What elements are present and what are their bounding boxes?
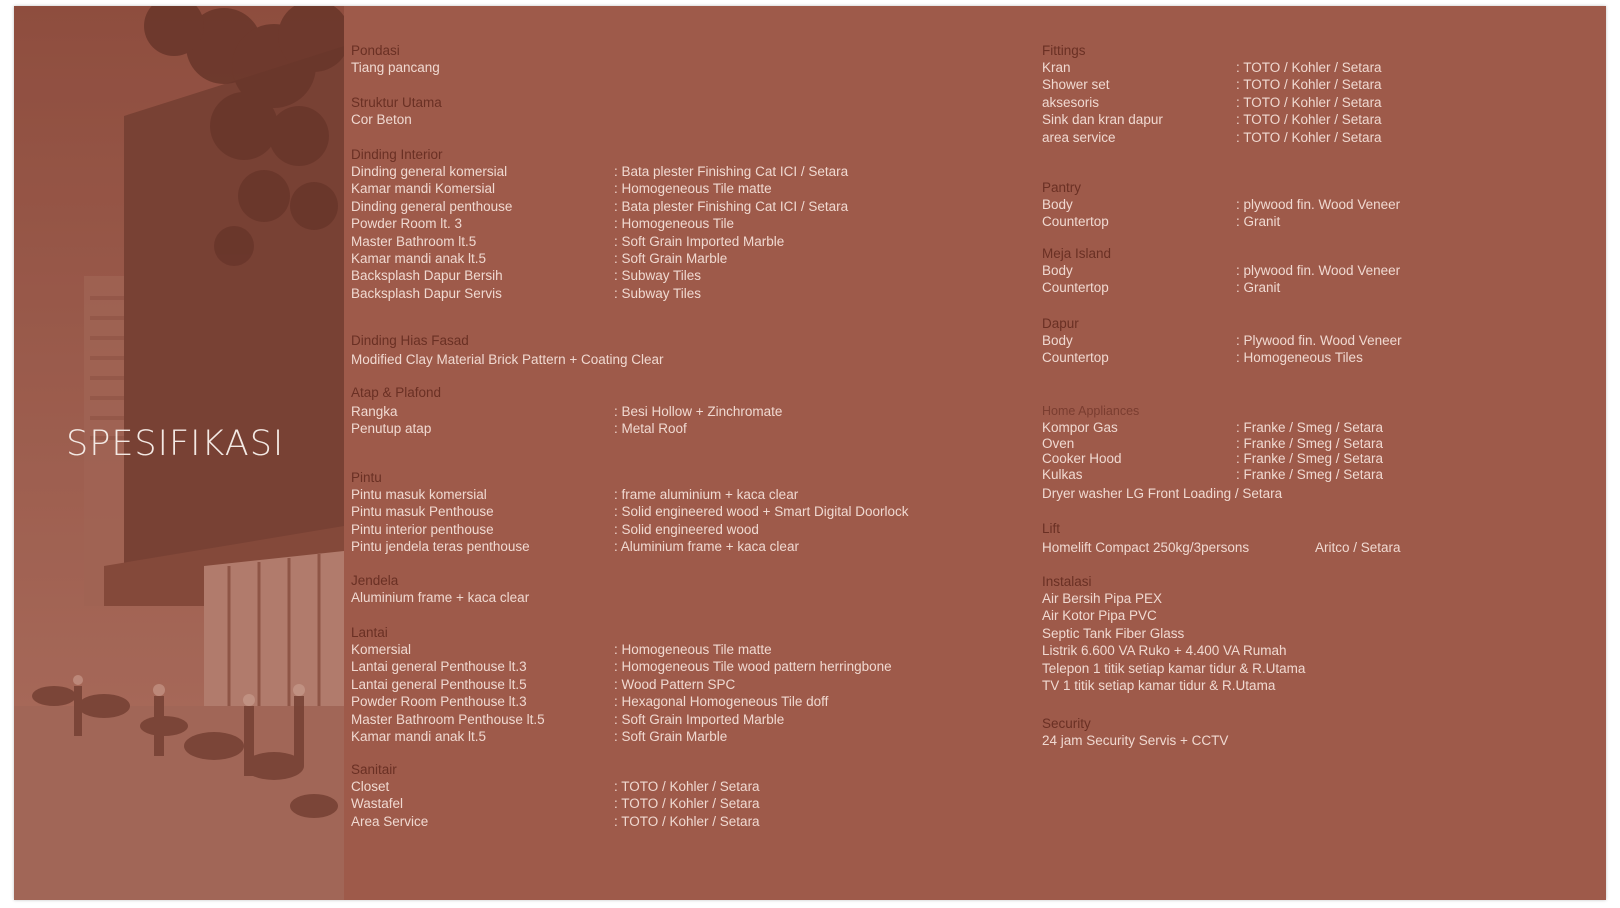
section-jendela: [351, 572, 529, 606]
spec-value: Aritco / Setara: [1315, 540, 1401, 555]
spec-key: Oven: [1042, 435, 1075, 451]
section-pondasi: [351, 42, 440, 76]
spec-value: : Franke / Smeg / Setara: [1236, 435, 1384, 451]
spec-key: Backsplash Dapur Servis: [351, 285, 502, 301]
spec-key: Master Bathroom lt.5: [351, 233, 477, 249]
spec-key: Penutup atap: [351, 421, 432, 437]
section-value: Tiang pancang: [351, 60, 440, 75]
spec-row: [351, 285, 848, 302]
spec-value: : Hexagonal Homogeneous Tile doff: [614, 694, 829, 710]
spec-row: [1042, 436, 1383, 452]
spec-value: : Homogeneous Tile: [614, 216, 735, 232]
section-title: Sanitair: [351, 762, 397, 777]
spec-value: : Homogeneous Tile matte: [614, 642, 772, 657]
spec-row: [351, 503, 909, 520]
spec-key: Kamar mandi anak lt.5: [351, 729, 487, 745]
section-title: Meja Island: [1042, 246, 1112, 261]
spec-row: [351, 693, 892, 710]
spec-row: [351, 521, 909, 538]
section-value: Aluminium frame + kaca clear: [351, 590, 530, 605]
spec-row: [1042, 451, 1383, 467]
spec-key: Cooker Hood: [1042, 451, 1122, 467]
spec-row: [1042, 111, 1382, 128]
spec-key: aksesoris: [1042, 94, 1100, 110]
spec-row: [1042, 539, 1401, 556]
spec-key: Dinding general komersial: [351, 164, 508, 179]
spec-key: Countertop: [1042, 280, 1109, 296]
spec-row: [351, 711, 892, 728]
spec-value: : Subway Tiles: [614, 268, 702, 284]
spec-key: Wastafel: [351, 796, 404, 812]
spec-key: Backsplash Dapur Bersih: [351, 268, 503, 284]
section-value: Cor Beton: [351, 112, 412, 127]
spec-row: [351, 403, 782, 420]
spec-key: Kulkas: [1042, 466, 1083, 482]
spec-key: Kran: [1042, 60, 1071, 75]
spec-value: : Granit: [1236, 280, 1281, 296]
spec-key: Pintu interior penthouse: [351, 521, 494, 537]
spec-value: : Homogeneous Tile wood pattern herringbone: [614, 659, 892, 675]
instalasi-line: TV 1 titik setiap kamar tidur & R.Utama: [1042, 678, 1276, 694]
spec-key: Powder Room Penthouse lt.3: [351, 694, 527, 710]
section-title: Home Appliances: [1042, 404, 1140, 418]
section-pantry: [1042, 179, 1400, 231]
spec-value: : Aluminium frame + kaca clear: [614, 539, 799, 555]
spec-row: [351, 250, 848, 267]
spec-value: : TOTO / Kohler / Setara: [1236, 77, 1382, 93]
section-struktur: [351, 94, 442, 128]
spec-row: [1042, 213, 1400, 230]
spec-row: [1042, 94, 1382, 111]
section-lift: [1042, 520, 1401, 556]
spec-value: : Franke / Smeg / Setara: [1236, 420, 1384, 435]
spec-row: [1042, 349, 1402, 366]
instalasi-line: Air Kotor Pipa PVC: [1042, 608, 1157, 624]
spec-page: [14, 6, 1606, 900]
spec-value: : Soft Grain Marble: [614, 729, 728, 745]
section-title: Struktur Utama: [351, 95, 442, 110]
building-photo: [14, 6, 344, 900]
spec-key: Homelift Compact 250kg/3persons: [1042, 540, 1250, 555]
spec-value: : frame aluminium + kaca clear: [614, 487, 799, 502]
section-dinding-interior: [351, 146, 848, 302]
section-value: Modified Clay Material Brick Pattern + Coating Clear: [351, 352, 664, 367]
section-dinding-hias: [351, 332, 664, 368]
spec-row: [351, 641, 892, 658]
section-title: Pantry: [1042, 180, 1082, 195]
spec-key: Master Bathroom Penthouse lt.5: [351, 711, 545, 727]
spec-row: [351, 486, 909, 503]
section-title: Lantai: [351, 625, 388, 640]
spec-value: : Franke / Smeg / Setara: [1236, 451, 1384, 467]
section-pintu: [351, 469, 909, 556]
spec-value: : Subway Tiles: [614, 285, 702, 301]
section-meja-island: [1042, 245, 1400, 297]
spec-key: Lantai general Penthouse lt.3: [351, 659, 527, 675]
spec-key: Lantai general Penthouse lt.5: [351, 676, 527, 692]
spec-key: Countertop: [1042, 214, 1109, 230]
spec-key: Pintu jendela teras penthouse: [351, 539, 530, 555]
section-title: Dinding Interior: [351, 147, 443, 162]
spec-value: : TOTO / Kohler / Setara: [614, 813, 760, 829]
spec-value: : TOTO / Kohler / Setara: [614, 779, 760, 794]
spec-row: [351, 676, 892, 693]
spec-row: [351, 267, 848, 284]
spec-value: : plywood fin. Wood Veneer: [1236, 263, 1401, 278]
spec-value: : Plywood fin. Wood Veneer: [1236, 333, 1402, 348]
section-security: [1042, 715, 1228, 749]
instalasi-line: Septic Tank Fiber Glass: [1042, 625, 1185, 641]
instalasi-line: Telepon 1 titik setiap kamar tidur & R.Utama: [1042, 660, 1306, 676]
spec-row: [1042, 467, 1383, 483]
section-fittings: [1042, 42, 1382, 146]
section-home-appliances: [1042, 403, 1383, 503]
section-value: Dryer washer LG Front Loading / Setara: [1042, 486, 1283, 502]
spec-value: : Soft Grain Imported Marble: [614, 233, 785, 249]
spec-value: : Homogeneous Tile matte: [614, 181, 772, 197]
spec-row: [1042, 279, 1400, 296]
spec-key: Komersial: [351, 642, 412, 657]
spec-row: [351, 163, 848, 180]
spec-value: : Wood Pattern SPC: [614, 676, 736, 692]
spec-value: : TOTO / Kohler / Setara: [614, 796, 760, 812]
section-title: Dapur: [1042, 316, 1079, 331]
spec-row: [351, 198, 848, 215]
section-value: 24 jam Security Servis + CCTV: [1042, 733, 1229, 748]
spec-row: [351, 420, 782, 437]
spec-key: Dinding general penthouse: [351, 198, 513, 214]
spec-value: : Solid engineered wood + Smart Digital Doorlock: [614, 504, 909, 520]
spec-row: [1042, 129, 1382, 146]
spec-key: Pintu masuk Penthouse: [351, 504, 494, 520]
spec-value: : TOTO / Kohler / Setara: [1236, 94, 1382, 110]
section-title: Instalasi: [1042, 574, 1092, 589]
spec-value: : Soft Grain Imported Marble: [614, 711, 785, 727]
instalasi-line: Listrik 6.600 VA Ruko + 4.400 VA Rumah: [1042, 643, 1287, 659]
section-title: Fittings: [1042, 43, 1086, 58]
spec-value: : Bata plester Finishing Cat ICI / Setara: [614, 164, 849, 179]
spec-row: [1042, 76, 1382, 93]
spec-row: [351, 728, 892, 745]
spec-key: Powder Room lt. 3: [351, 216, 463, 232]
spec-key: Body: [1042, 263, 1073, 278]
spec-value: : TOTO / Kohler / Setara: [1236, 129, 1382, 145]
spec-value: : TOTO / Kohler / Setara: [1236, 112, 1382, 128]
spec-value: : Soft Grain Marble: [614, 251, 728, 267]
spec-row: [351, 813, 760, 830]
spec-value: : plywood fin. Wood Veneer: [1236, 197, 1401, 212]
spec-row: [351, 233, 848, 250]
spec-key: Kamar mandi anak lt.5: [351, 251, 487, 267]
spec-key: Kamar mandi Komersial: [351, 181, 496, 197]
spec-key: Rangka: [351, 404, 398, 419]
section-title: Dinding Hias Fasad: [351, 333, 469, 348]
instalasi-line: Air Bersih Pipa PEX: [1042, 591, 1163, 606]
spec-row: [351, 658, 892, 675]
section-sanitair: [351, 761, 760, 830]
spec-key: Countertop: [1042, 350, 1109, 366]
section-title: Atap & Plafond: [351, 385, 442, 400]
spec-row: [351, 538, 909, 555]
section-title: Pintu: [351, 470, 382, 485]
section-instalasi: [1042, 573, 1305, 694]
section-title: Security: [1042, 716, 1091, 731]
section-dapur: [1042, 315, 1402, 367]
spec-key: Area Service: [351, 813, 429, 829]
spec-value: : Granit: [1236, 214, 1281, 230]
spec-key: Body: [1042, 197, 1073, 212]
spec-value: : TOTO / Kohler / Setara: [1236, 60, 1382, 75]
section-lantai: [351, 624, 892, 745]
spec-value: : Metal Roof: [614, 421, 687, 437]
spec-key: Pintu masuk komersial: [351, 487, 487, 502]
spec-row: [1042, 332, 1402, 349]
spec-row: [351, 180, 848, 197]
spec-value: : Bata plester Finishing Cat ICI / Setara: [614, 198, 849, 214]
spec-key: Shower set: [1042, 77, 1110, 93]
spec-key: Kompor Gas: [1042, 420, 1118, 435]
spec-row: [1042, 196, 1400, 213]
spec-value: : Solid engineered wood: [614, 521, 759, 537]
section-atap: [351, 384, 782, 438]
section-title: Jendela: [351, 573, 399, 588]
spec-value: : Franke / Smeg / Setara: [1236, 466, 1384, 482]
spec-value: : Besi Hollow + Zinchromate: [614, 404, 783, 419]
spec-key: Closet: [351, 779, 390, 794]
spec-row: [351, 215, 848, 232]
spec-key: area service: [1042, 129, 1116, 145]
page-title: SPESIFIKASI: [66, 424, 285, 464]
section-title: Pondasi: [351, 43, 400, 58]
spec-row: [351, 795, 760, 812]
spec-row: [1042, 262, 1400, 279]
spec-row: [1042, 420, 1383, 436]
spec-row: [1042, 59, 1382, 76]
spec-key: Body: [1042, 333, 1073, 348]
spec-value: : Homogeneous Tiles: [1236, 350, 1363, 366]
spec-key: Sink dan kran dapur: [1042, 112, 1163, 128]
spec-row: [351, 778, 760, 795]
section-title: Lift: [1042, 521, 1061, 536]
